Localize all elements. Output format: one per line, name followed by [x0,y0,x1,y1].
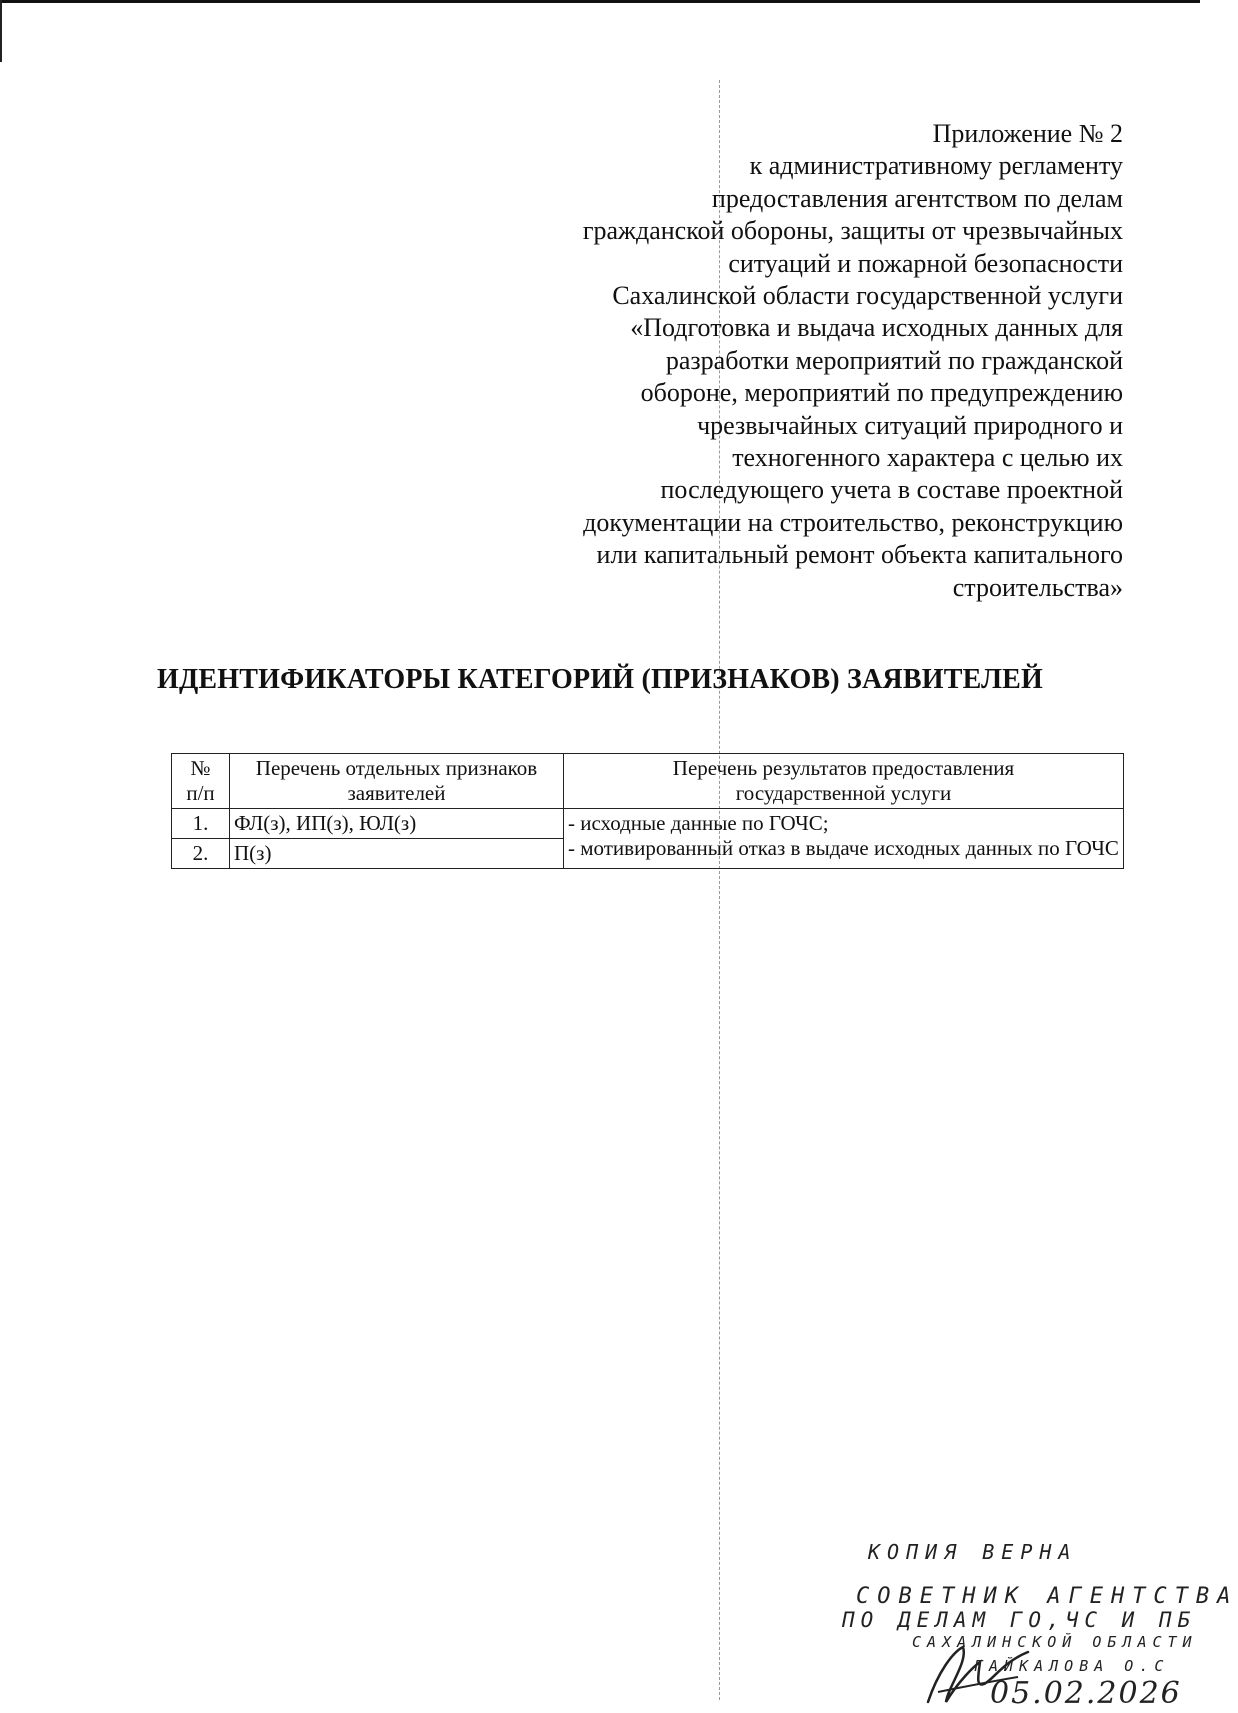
appendix-line: разработки мероприятий по гражданской [665,345,1123,375]
appendix-line: обороне, мероприятий по предупреждению [640,378,1123,408]
top-border-line [0,0,1200,3]
header-signs-line1: Перечень отдельных признаков [255,756,538,780]
appendix-line: документации на строительство, реконструкцию [583,507,1123,537]
appendix-line: гражданской обороны, защиты от чрезвычайных [582,216,1123,246]
appendix-line: чрезвычайных ситуаций природного и [697,410,1123,440]
header-results-line2: государственной услуги [735,781,952,805]
table-header-row [172,754,1124,809]
header-results [564,754,1124,809]
stamp-name-line: ГАЙКАЛОВА О.С [974,1657,1170,1675]
appendix-line: последующего учета в составе проектной [660,475,1123,505]
appendix-line: к административному регламенту [749,151,1123,181]
stamp-date: 05.02.2026 [990,1676,1182,1711]
stamp-copy-text: КОПИЯ ВЕРНА [868,1540,1078,1564]
document-title: ИДЕНТИФИКАТОРЫ КАТЕГОРИЙ (ПРИЗНАКОВ) ЗАЯВИТЕЛЕЙ [156,664,1044,695]
stamp-position-line: СОВЕТНИК АГЕНТСТВА [856,1584,1238,1609]
appendix-header [483,118,1123,604]
header-number-line2: п/п [186,781,215,805]
header-number-line1: № [190,756,211,780]
row-number: 1. [172,809,230,839]
results-cell [564,809,1124,869]
stamp-region-line: САХАЛИНСКОЙ ОБЛАСТИ [912,1633,1198,1651]
header-signs-line2: заявителей [347,781,446,805]
header-number [172,754,230,809]
row-signs: П(з) [230,839,564,869]
row-number: 2. [172,839,230,869]
appendix-line: ситуаций и пожарной безопасности [728,248,1123,278]
header-results-line1: Перечень результатов предоставления [672,756,1015,780]
row-signs: ФЛ(з), ИП(з), ЮЛ(з) [230,809,564,839]
appendix-line: Сахалинской области государственной услуги [612,281,1123,311]
appendix-line: Приложение № 2 [932,119,1123,148]
result-item: - мотивированный отказ в выдаче исходных данных по ГОЧС [568,836,1119,860]
appendix-line: техногенного характера с целью их [732,443,1123,473]
appendix-line: «Подготовка и выдача исходных данных для [630,313,1123,343]
table-row [172,809,1124,839]
appendix-line: строительства» [952,572,1123,602]
applicant-categories-table [171,753,1124,869]
certification-stamp [838,1540,1238,1713]
appendix-line: или капитальный ремонт объекта капитального [596,540,1123,570]
appendix-line: предоставления агентством по делам [711,183,1123,213]
result-item: - исходные данные по ГОЧС; [568,811,829,835]
stamp-agency-line: ПО ДЕЛАМ ГО,ЧС И ПБ [842,1608,1197,1632]
left-border-line [0,0,2,62]
header-signs [230,754,564,809]
